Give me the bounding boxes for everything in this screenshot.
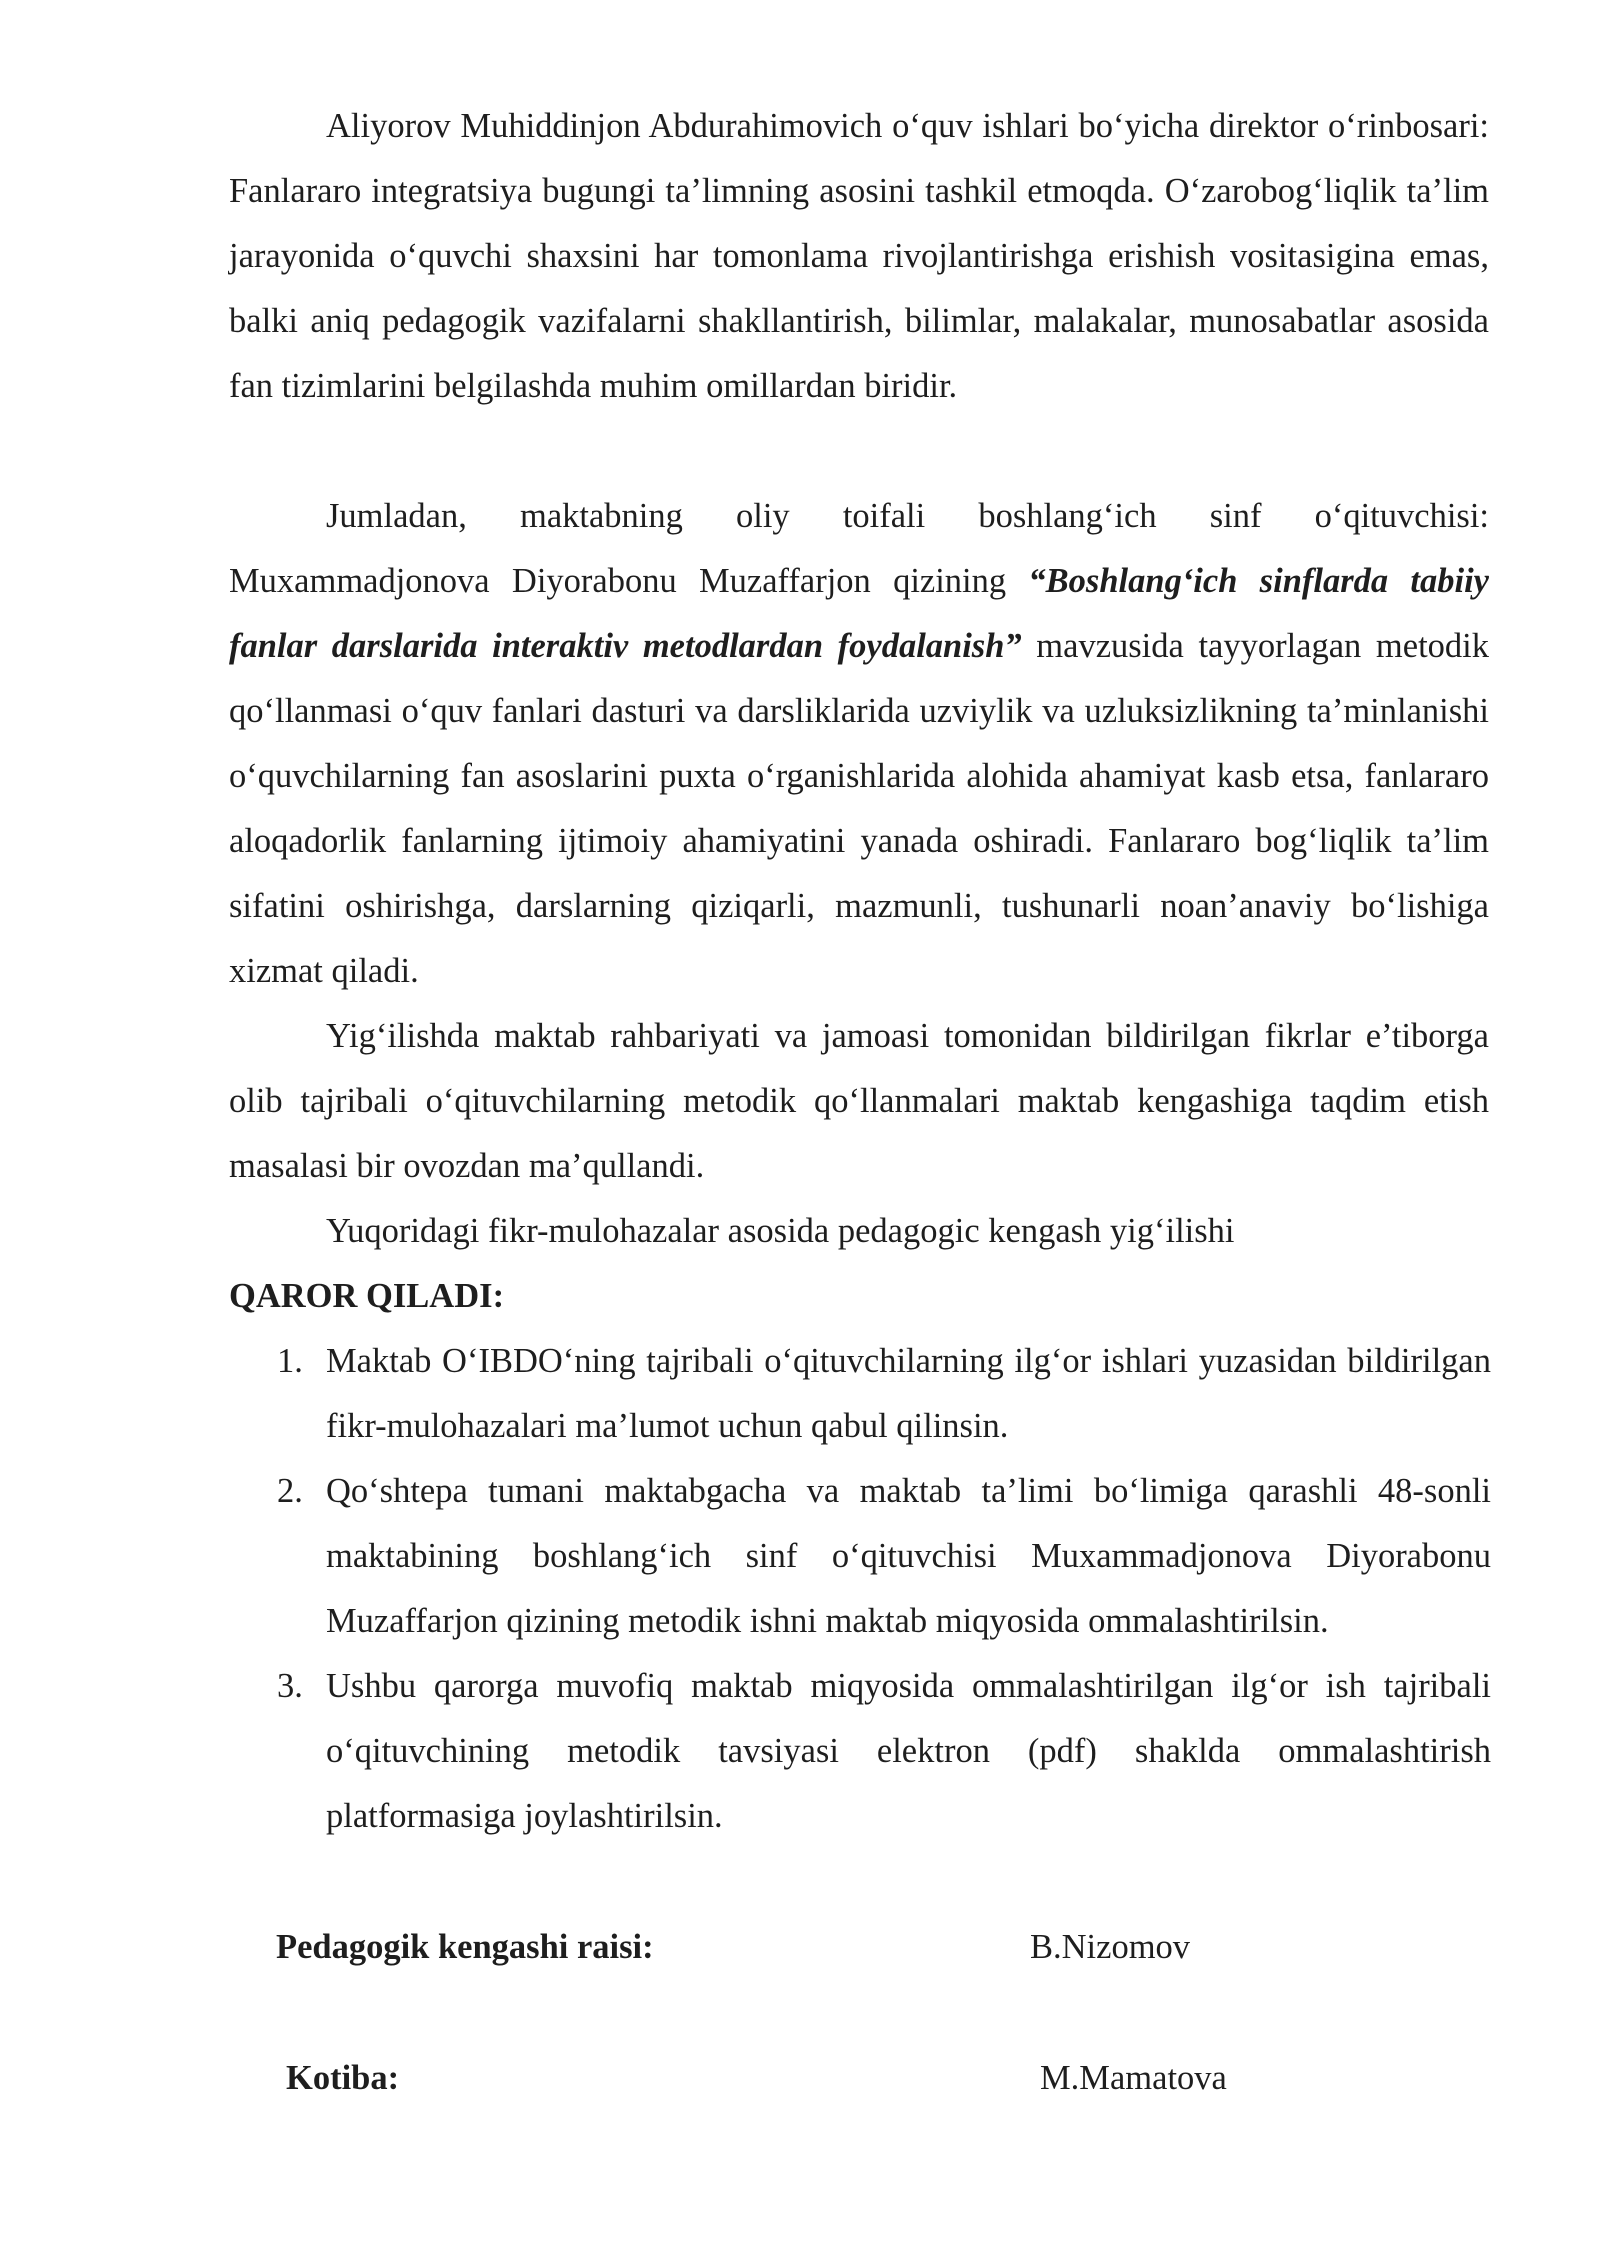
paragraph-methodical-manual	[229, 484, 1489, 1004]
paragraph-meeting-approval	[229, 1004, 1489, 1199]
decision-item-number: 1.	[277, 1342, 303, 1380]
manual-title: “Boshlang‘ich sinflarda tabiiy fanlar darslarida interaktiv metodlardan foydalanish”	[229, 562, 1489, 665]
decision-item	[229, 1654, 1491, 1849]
secretary-signature-name: M.Mamatova	[1040, 2059, 1227, 2097]
decision-item	[229, 1459, 1491, 1654]
paragraph-text: Yig‘ilishda maktab rahbariyati va jamoasi tomonidan bildirilgan fikrlar e’tiborga olib tajribali o‘qituvchilarning metodik qo‘llanmalari maktab kengashiga taqdim etish masalasi bir ovozdan ma’qullandi.	[229, 1017, 1489, 1185]
paragraph-deputy-director-remarks	[229, 94, 1489, 419]
paragraph-text: Yuqoridagi fikr-mulohazalar asosida pedagogic kengash yig‘ilishi	[326, 1212, 1235, 1250]
decision-item-text: Maktab O‘IBDO‘ning tajribali o‘qituvchilarning ilg‘or ishlari yuzasidan bildirilgan fikr-mulohazalari ma’lumot uchun qabul qilinsin.	[326, 1342, 1491, 1445]
paragraph-text	[229, 484, 1489, 1004]
decision-item-text: Ushbu qarorga muvofiq maktab miqyosida ommalashtirilgan ilg‘or ish tajribali o‘qituvchining metodik tavsiyasi elektron (pdf) shaklda ommalashtirish platformasiga joylashtirilsin.	[326, 1667, 1491, 1835]
paragraph-text: Aliyorov Muhiddinjon Abdurahimovich o‘quv ishlari bo‘yicha direktor o‘rinbosari: Fanlararo integratsiya bugungi ta’limning asosini tashkil etmoqda. O‘zarobog‘liqlik ta’lim jarayonida o‘quvchi shaxsini har tomonlama rivojlantirishga erishish vositasigina emas, balki aniq pedagogik vazifalarni shakllantirish, bilimlar, malakalar, munosabatlar asosida fan tizimlarini belgilashda muhim omillardan biridir.	[229, 107, 1489, 405]
decision-list	[229, 1329, 1491, 1849]
decision-item-text: Qo‘shtepa tumani maktabgacha va maktab ta’limi bo‘limiga qarashli 48-sonli maktabining boshlang‘ich sinf o‘qituvchisi Muxammadjonova Diyorabonu Muzaffarjon qizining metodik ishni maktab miqyosida ommalashtirilsin.	[326, 1472, 1491, 1640]
decision-item-number: 2.	[277, 1472, 303, 1510]
chair-signature-label: Pedagogik kengashi raisi:	[276, 1928, 654, 1966]
decision-heading: QAROR QILADI:	[229, 1277, 505, 1315]
chair-signature-name: B.Nizomov	[1030, 1928, 1191, 1966]
decision-item-number: 3.	[277, 1667, 303, 1705]
secretary-signature-label: Kotiba:	[286, 2059, 400, 2097]
paragraph-text-before: Jumladan, maktabning oliy toifali boshlang‘ich sinf o‘qituvchisi: Muxammadjonova Diyorabonu Muzaffarjon qizining	[229, 497, 1489, 600]
paragraph-text-after: mavzusida tayyorlagan metodik qo‘llanmasi o‘quv fanlari dasturi va darsliklarida uzviylik va uzluksizlikning ta’minlanishi o‘quvchilarning fan asoslarini puxta o‘rganishlarida alohida ahamiyat kasb etsa, fanlararo aloqadorlik fanlarning ijtimoiy ahamiyatini yanada oshiradi. Fanlararo bog‘liqlik ta’lim sifatini oshirishga, darslarning qiziqarli, mazmunli, tushunarli noan’anaviy bo‘lishiga xizmat qiladi.	[229, 627, 1489, 990]
decision-item	[229, 1329, 1491, 1459]
paragraph-council-intro	[229, 1199, 1489, 1264]
